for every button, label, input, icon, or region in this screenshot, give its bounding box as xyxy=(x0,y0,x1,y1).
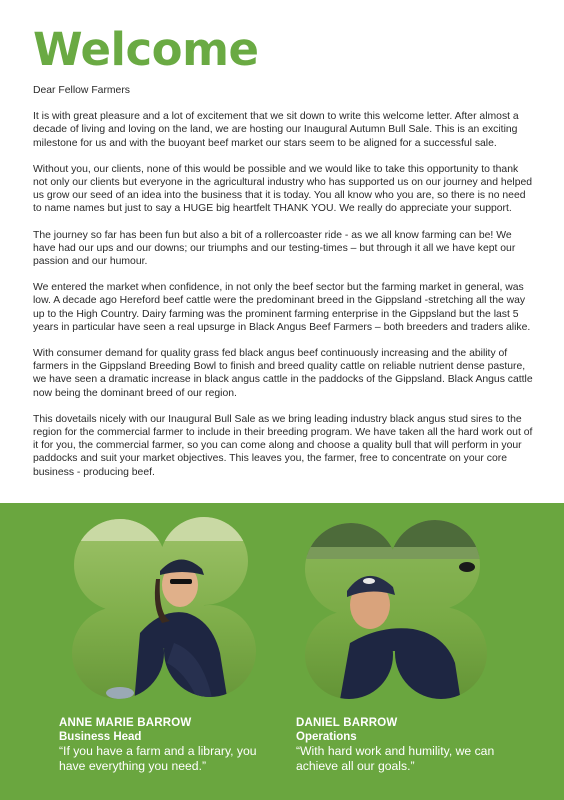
person-name: DANIEL BARROW xyxy=(296,717,398,729)
photo-daniel-barrow xyxy=(295,513,500,728)
letter-paragraph: This dovetails nicely with our Inaugural Bull Sale as we bring leading industry black angus stud sires to the region for the commercial farmer to include in their breeding program. We have taken all the hard work out of it for you, the commercial farmer, so you can come along and choose a quality bull that will perform in your paddocks and suit your market objectives. This leaves you, the farmer, free to concentrate on your core business - producing beef. xyxy=(33,413,533,478)
letter-paragraph: The journey so far has been fun but also a bit of a rollercoaster ride - as we all know farming can be! We have had our ups and our downs; our triumphs and our testing-times – but through it all we have kept our passion and our humour. xyxy=(33,229,516,268)
letter-paragraph: Without you, our clients, none of this would be possible and we would like to take this opportunity to thank not only our clients but everyone in the agricultural industry who has supported us on our journey and helped us grow our seed of an idea into the business that it is today. You all know who you are, so there is no need to name names but just to say a HUGE big heartfelt THANK YOU. We really do appreciate your support. xyxy=(33,163,533,215)
letter-paragraph: We entered the market when confidence, in not only the beef sector but the farming market in general, was low. A decade ago Hereford beef cattle were the predominant breed in the Gippsland -stretching all the way up to the High Country. Dairy farming was the prominent farming enterprise in the Gippsland but the last 5 years in particular have seen a real upsurge in Black Angus Beef Farmers – both breeders and traders alike. xyxy=(33,282,531,333)
letter-paragraph: With consumer demand for quality grass fed black angus beef continuously increasing and the ability of farmers in the Gippsland Breeding Bowl to finish and breed quality cattle on reliable nutrient dense pasture, we have seen a dramatic increase in black angus cattle in the paddocks of the Gippsland. Black Angus cattle now being the dominant breed of our region. xyxy=(33,348,533,399)
person-card xyxy=(296,716,496,774)
photo-anne-marie-barrow xyxy=(62,513,272,728)
person-quote: “With hard work and humility, we can achieve all our goals.” xyxy=(296,744,495,773)
person-card xyxy=(59,716,274,774)
person-role: Business Head xyxy=(59,731,142,743)
letter-greeting: Dear Fellow Farmers xyxy=(33,85,130,96)
person-name: ANNE MARIE BARROW xyxy=(59,717,192,729)
letter-paragraph: It is with great pleasure and a lot of excitement that we sit down to write this welcome letter. After almost a decade of living and loving on the land, we are hosting our Inaugural Autumn Bull Sale. This is an exciting milestone for us and with the buoyant beef market our stars seem to be aligned for a successful sale. xyxy=(33,111,519,149)
welcome-letter xyxy=(33,84,533,492)
person-role: Operations xyxy=(296,731,357,743)
person-quote: “If you have a farm and a library, you have everything you need.” xyxy=(59,744,257,773)
page-title: Welcome xyxy=(33,23,259,76)
